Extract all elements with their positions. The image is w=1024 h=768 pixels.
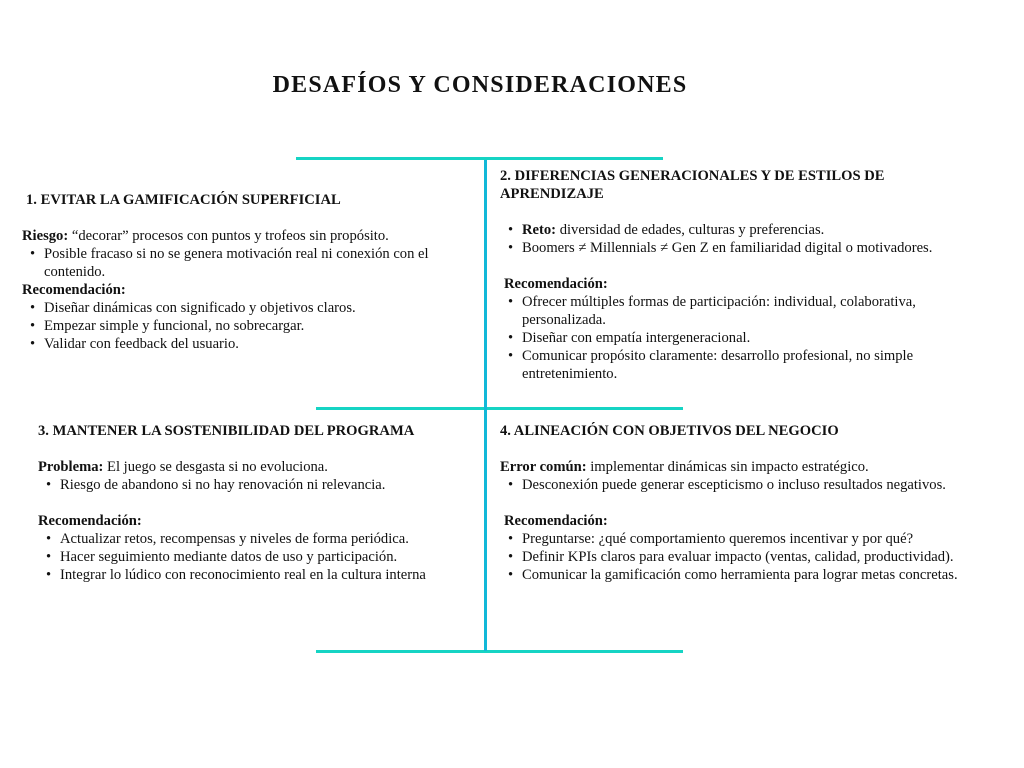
list-item: • Comunicar propósito claramente: desarrollo profesional, no simple entretenimiento. [500, 347, 990, 383]
risk-list [22, 245, 478, 281]
section-heading: 1. EVITAR LA GAMIFICACIÓN SUPERFICIAL [26, 192, 341, 208]
list-item: • Actualizar retos, recompensas y niveles de forma periódica. [38, 530, 478, 548]
recommendation-list [500, 293, 990, 383]
problem-list [38, 476, 478, 494]
section-heading: 4. ALINEACIÓN CON OBJETIVOS DEL NEGOCIO [500, 423, 839, 439]
recommendation-label: Recomendación: [38, 513, 142, 529]
problem-text: El juego se desgasta si no evoluciona. [103, 459, 328, 475]
list-item: • Desconexión puede generar escepticismo o incluso resultados negativos. [500, 476, 990, 494]
recommendation-list [500, 530, 990, 584]
problem-label: Problema: [38, 459, 104, 475]
list-item: • Diseñar dinámicas con significado y objetivos claros. [22, 299, 478, 317]
page-title: DESAFÍOS Y CONSIDERACIONES [272, 72, 688, 98]
recommendation-list [38, 530, 478, 584]
list-item: • Definir KPIs claros para evaluar impacto (ventas, calidad, productividad). [500, 548, 990, 566]
recommendation-label: Recomendación: [22, 282, 126, 298]
risk-text: “decorar” procesos con puntos y trofeos sin propósito. [68, 228, 389, 244]
list-item: • Boomers ≠ Millennials ≠ Gen Z en familiaridad digital o motivadores. [500, 239, 990, 257]
risk-statement [22, 227, 478, 245]
list-item [500, 221, 990, 239]
section-program-sustainability [38, 422, 478, 584]
list-item: • Validar con feedback del usuario. [22, 335, 478, 353]
recommendation-label: Recomendación: [504, 276, 608, 292]
error-statement [500, 458, 990, 476]
section-heading: 2. DIFERENCIAS GENERACIONALES Y DE ESTILOS DE APRENDIZAJE [500, 168, 885, 202]
section-superficial-gamification [22, 191, 478, 353]
list-item: • Ofrecer múltiples formas de participación: individual, colaborativa, personalizada. [500, 293, 990, 329]
challenge-label: Reto: [522, 222, 557, 238]
top-divider [296, 157, 663, 160]
vertical-divider [484, 160, 487, 651]
list-item: • Posible fracaso si no se genera motivación real ni conexión con el contenido. [22, 245, 478, 281]
list-item: • Empezar simple y funcional, no sobrecargar. [22, 317, 478, 335]
error-text: implementar dinámicas sin impacto estratégico. [586, 459, 869, 475]
list-item: • Hacer seguimiento mediante datos de uso y participación. [38, 548, 478, 566]
recommendation-list [22, 299, 478, 353]
error-label: Error común: [500, 459, 587, 475]
section-generational-differences [500, 167, 990, 383]
list-item: • Integrar lo lúdico con reconocimiento real en la cultura interna [38, 566, 478, 584]
challenge-list [500, 221, 990, 257]
challenge-text: diversidad de edades, culturas y preferencias. [556, 222, 825, 238]
section-heading: 3. MANTENER LA SOSTENIBILIDAD DEL PROGRAMA [38, 423, 415, 439]
section-business-alignment [500, 422, 990, 584]
bottom-divider [316, 650, 683, 653]
list-item: • Diseñar con empatía intergeneracional. [500, 329, 990, 347]
problem-statement [38, 458, 478, 476]
error-list [500, 476, 990, 494]
middle-divider [316, 407, 683, 410]
risk-label: Riesgo: [22, 228, 69, 244]
list-item: • Riesgo de abandono si no hay renovación ni relevancia. [38, 476, 478, 494]
list-item: • Comunicar la gamificación como herramienta para lograr metas concretas. [500, 566, 990, 584]
list-item: • Preguntarse: ¿qué comportamiento queremos incentivar y por qué? [500, 530, 990, 548]
recommendation-label: Recomendación: [504, 513, 608, 529]
